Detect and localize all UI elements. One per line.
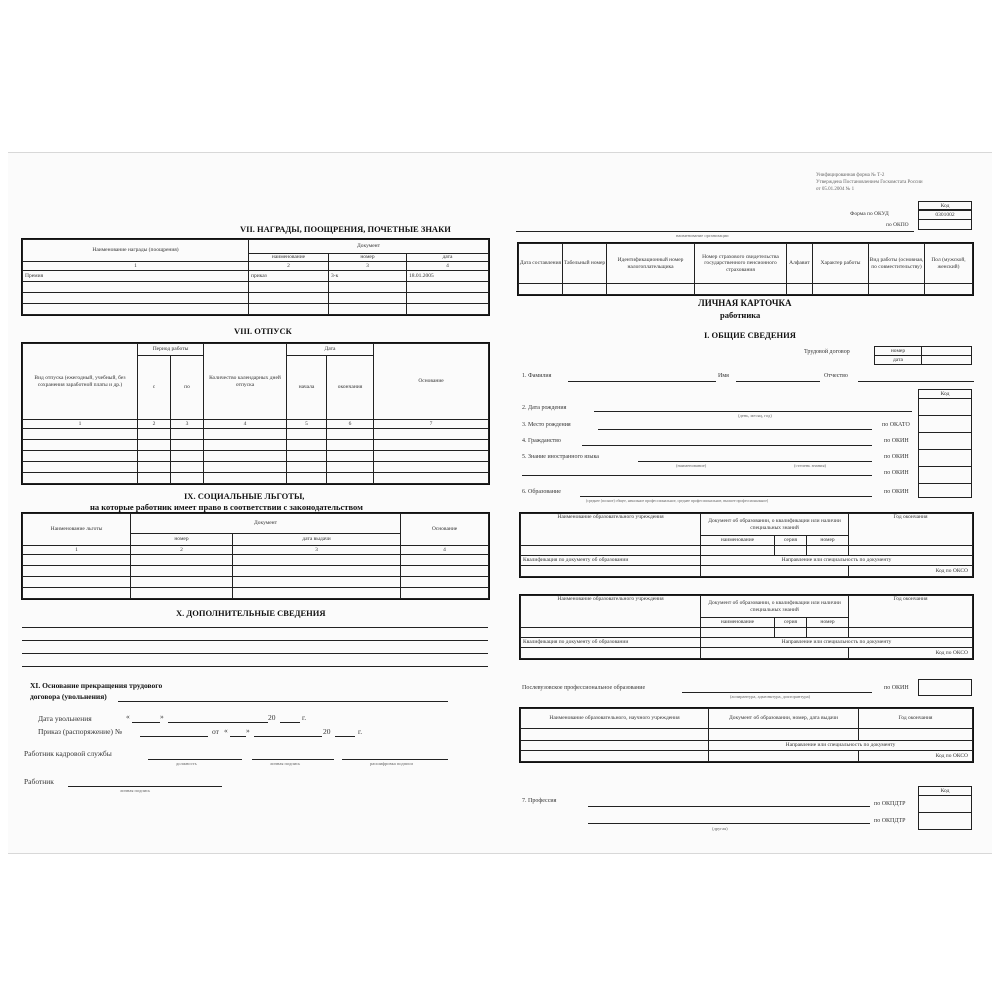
labor-contract-label: Трудовой договор xyxy=(804,349,850,355)
language-line-2 xyxy=(522,475,872,476)
benefits-num: 1 xyxy=(23,546,131,555)
personal-code-header: Код xyxy=(918,389,972,399)
benefits-table xyxy=(22,513,489,599)
pg-okso: Код по ОКСО xyxy=(859,751,973,762)
top-col: Алфавит xyxy=(787,244,813,284)
top-col: Идентификационный номер налогоплательщика xyxy=(607,244,695,284)
birth-date-line xyxy=(594,411,912,412)
decoding-caption: расшифровка подписи xyxy=(370,761,413,766)
edu-okso: Код по ОКСО xyxy=(849,566,973,577)
edu-institution: Наименование образовательного учреждения xyxy=(521,514,701,546)
code-divider xyxy=(918,449,972,450)
order-day-line xyxy=(230,736,246,737)
vacation-col-kind: Вид отпуска (ежегодный, учебный, без сохранения заработной платы и др.) xyxy=(23,344,138,420)
awards-table xyxy=(22,239,489,315)
hr-worker-label: Работник кадровой службы xyxy=(24,749,112,758)
vacation-col-to: по xyxy=(171,356,204,420)
patronymic-label: Отчество xyxy=(824,373,848,379)
name-line xyxy=(736,381,820,382)
name-label: Имя xyxy=(718,373,729,379)
pg-year: Год окончания xyxy=(859,709,973,729)
awards-col-doc-name: наименование xyxy=(249,254,329,262)
awards-col-doc-date: дата xyxy=(407,254,489,262)
citizenship-line xyxy=(582,445,872,446)
lang-caption-name: (наименование) xyxy=(676,463,707,468)
patronymic-line xyxy=(858,381,974,382)
top-table xyxy=(518,243,973,295)
order-year-line xyxy=(335,736,355,737)
vacation-num: 6 xyxy=(327,420,374,429)
org-line xyxy=(516,231,914,232)
postgrad-okin: по ОКИН xyxy=(884,685,909,691)
education-label: 6. Образование xyxy=(522,489,561,495)
quote-close: » xyxy=(160,712,164,721)
edu-year: Год окончания xyxy=(849,596,973,628)
form-line-2: Утверждена Постановлением Госкомстата России xyxy=(816,180,923,185)
benefits-col-name: Наименование льготы xyxy=(23,514,131,546)
edu-series: серия xyxy=(775,618,807,628)
card-subtitle: работника xyxy=(720,310,761,320)
vacation-table xyxy=(22,343,489,484)
postgrad-line xyxy=(682,692,872,693)
benefits-num: 4 xyxy=(401,546,489,555)
okin-label-3: по ОКИН xyxy=(884,470,909,476)
language-label: 5. Знание иностранного языка xyxy=(522,454,599,460)
edu-direction: Направление или специальность по документу xyxy=(701,638,973,648)
top-col: Пол (мужской, женский) xyxy=(925,244,973,284)
year-suffix: г. xyxy=(358,727,363,736)
edu-year: Год окончания xyxy=(849,514,973,546)
vacation-num: 7 xyxy=(374,420,489,429)
vacation-num: 2 xyxy=(138,420,171,429)
okpo-value xyxy=(918,219,972,230)
lc-date-value xyxy=(921,355,972,365)
extra-line xyxy=(22,653,488,654)
benefits-col-basis: Основание xyxy=(401,514,489,546)
dismissal-date-label: Дата увольнения xyxy=(38,714,92,723)
pg-direction: Направление или специальность по документу xyxy=(709,741,973,751)
benefits-col-num: номер xyxy=(131,534,233,546)
top-col: Дата составления xyxy=(519,244,563,284)
benefits-col-date: дата выдачи xyxy=(233,534,401,546)
vacation-col-from: с xyxy=(138,356,171,420)
hr-decoding-line xyxy=(342,759,448,760)
vacation-col-date: Дата xyxy=(287,344,374,356)
edu-number: номер xyxy=(807,536,849,546)
termination-title-1: XI. Основание прекращения трудового xyxy=(30,681,163,690)
employee-signature-line xyxy=(68,786,222,787)
awards-num: 3 xyxy=(329,262,407,271)
vacation-num: 3 xyxy=(171,420,204,429)
vacation-col-period: Период работы xyxy=(138,344,204,356)
edu-okso: Код по ОКСО xyxy=(849,648,973,659)
okin-label-1: по ОКИН xyxy=(884,438,909,444)
lc-date-label: дата xyxy=(874,355,922,365)
profession-line-2 xyxy=(588,823,870,824)
awards-num: 1 xyxy=(23,262,249,271)
vacation-num: 4 xyxy=(204,420,287,429)
edu-qualification: Квалификация по документу об образовании xyxy=(521,556,701,566)
vacation-num: 1 xyxy=(23,420,138,429)
profession-code-1 xyxy=(918,795,972,813)
vacation-title: VIII. ОТПУСК xyxy=(234,326,292,336)
top-col: Характер работы xyxy=(813,244,869,284)
edu-qualification: Квалификация по документу об образовании xyxy=(521,638,701,648)
year-prefix: 20 xyxy=(268,713,276,722)
vacation-num: 5 xyxy=(287,420,327,429)
order-label: Приказ (распоряжение) № xyxy=(38,727,123,736)
benefits-col-doc: Документ xyxy=(131,514,401,534)
okato-label: по ОКАТО xyxy=(882,422,910,428)
vacation-col-end: окончания xyxy=(327,356,374,420)
awards-col-doc: Документ xyxy=(249,240,489,254)
education-line xyxy=(580,496,872,497)
okin-label-4: по ОКИН xyxy=(884,489,909,495)
extra-line xyxy=(22,627,488,628)
okpdtr-label-1: по ОКПДТР xyxy=(874,801,906,807)
hr-signature-line xyxy=(252,759,334,760)
awards-row-name: Премия xyxy=(23,271,249,282)
order-number-line xyxy=(140,736,208,737)
quote-close: » xyxy=(246,726,250,735)
extra-title: X. ДОПОЛНИТЕЛЬНЫЕ СВЕДЕНИЯ xyxy=(176,608,326,618)
code-divider xyxy=(918,432,972,433)
edu-direction: Направление или специальность по документу xyxy=(701,556,973,566)
awards-row-date: 18.01.2005 xyxy=(407,271,489,282)
code-divider xyxy=(918,415,972,416)
postgrad-label: Послевузовское профессиональное образование xyxy=(522,685,646,691)
surname-line xyxy=(568,381,716,382)
order-month-line xyxy=(254,736,322,737)
vacation-col-basis: Основание xyxy=(374,344,489,420)
benefits-subtitle: на которые работник имеет право в соответствии с законодательством xyxy=(90,502,363,512)
edu-institution: Наименование образовательного учреждения xyxy=(521,596,701,628)
form-sheet xyxy=(8,152,992,854)
day-line xyxy=(132,722,160,723)
postgrad-caption: (аспирантура, адъюнктура, докторантура) xyxy=(730,694,811,699)
edu-number: номер xyxy=(807,618,849,628)
form-line-1: Унифицированная форма № Т-2 xyxy=(816,173,885,178)
lc-number-label: номер xyxy=(874,346,922,356)
year-suffix: г. xyxy=(302,713,307,722)
year-prefix: 20 xyxy=(323,727,331,736)
order-from: от xyxy=(212,727,219,736)
awards-num: 2 xyxy=(249,262,329,271)
language-line xyxy=(638,461,872,462)
quote-open: « xyxy=(224,726,228,735)
awards-row-doc: приказ xyxy=(249,271,329,282)
okud-label: Форма по ОКУД xyxy=(850,211,889,217)
card-title: ЛИЧНАЯ КАРТОЧКА xyxy=(698,298,792,308)
top-col: Номер страхового свидетельства государственного пенсионного страхования xyxy=(695,244,787,284)
birth-caption: (день, месяц, год) xyxy=(738,413,772,418)
edu-doc: Документ об образовании, о квалификации или наличии специальных знаний xyxy=(701,596,849,618)
lang-caption-level: (степень знания) xyxy=(794,463,827,468)
surname-label: 1. Фамилия xyxy=(522,373,552,379)
employee-label: Работник xyxy=(24,777,54,786)
code-divider xyxy=(918,466,972,467)
top-col: Табельный номер xyxy=(563,244,607,284)
pg-doc: Документ об образовании, номер, дата выдачи xyxy=(709,709,859,729)
citizenship-label: 4. Гражданство xyxy=(522,438,561,444)
okin-label-2: по ОКИН xyxy=(884,454,909,460)
top-col: Вид работы (основная, по совместительству) xyxy=(869,244,925,284)
section-general: I. ОБЩИЕ СВЕДЕНИЯ xyxy=(704,330,796,340)
education-caption: (среднее (полное) общее, начальное профессиональное, среднее профессиональное, высшее профессиональное) xyxy=(586,499,769,503)
extra-line xyxy=(22,640,488,641)
awards-col-doc-num: номер xyxy=(329,254,407,262)
birth-place-line xyxy=(598,429,872,430)
edu-doc: Документ об образовании, о квалификации или наличии специальных знаний xyxy=(701,514,849,536)
okpo-label: по ОКПО xyxy=(886,222,909,228)
vacation-col-start: начала xyxy=(287,356,327,420)
benefits-title: IX. СОЦИАЛЬНЫЕ ЛЬГОТЫ, xyxy=(184,491,305,501)
pg-institution: Наименование образовательного, научного учреждения xyxy=(521,709,709,729)
profession-code-2 xyxy=(918,812,972,830)
profession-label: 7. Профессия xyxy=(522,798,557,804)
okpdtr-label-2: по ОКПДТР xyxy=(874,818,906,824)
awards-col-name: Наименование награды (поощрения) xyxy=(23,240,249,262)
termination-title-2: договора (увольнения) xyxy=(30,692,107,701)
profession-code-header: Код xyxy=(918,786,972,796)
education-table-2 xyxy=(520,595,973,659)
quote-open: « xyxy=(126,712,130,721)
code-header: Код xyxy=(918,201,972,210)
edu-doc-name: наименование xyxy=(701,618,775,628)
profession-line xyxy=(588,806,870,807)
awards-title: VII. НАГРАДЫ, ПООЩРЕНИЯ, ПОЧЕТНЫЕ ЗНАКИ xyxy=(240,224,451,234)
postgrad-okin-box xyxy=(918,679,972,696)
awards-num: 4 xyxy=(407,262,489,271)
awards-row-num: 3-к xyxy=(329,271,407,282)
org-caption: наименование организации xyxy=(676,233,729,238)
signature-caption: личная подпись xyxy=(270,761,301,766)
form-line-3: от 05.01.2004 № 1 xyxy=(816,187,855,192)
edu-series: серия xyxy=(775,536,807,546)
education-table-1 xyxy=(520,513,973,577)
extra-line xyxy=(22,666,488,667)
code-divider xyxy=(918,483,972,484)
postgrad-table xyxy=(520,708,973,762)
position-caption: должность xyxy=(176,761,197,766)
vacation-col-days: Количество календарных дней отпуска xyxy=(204,344,287,420)
termination-line xyxy=(118,701,448,702)
edu-doc-name: наименование xyxy=(701,536,775,546)
hr-position-line xyxy=(148,759,242,760)
profession-caption: (другая) xyxy=(712,826,728,831)
benefits-num: 3 xyxy=(233,546,401,555)
birth-date-label: 2. Дата рождения xyxy=(522,405,567,411)
employee-signature-caption: личная подпись xyxy=(120,788,151,793)
birth-place-label: 3. Место рождения xyxy=(522,422,571,428)
okud-value: 0301002 xyxy=(918,210,972,220)
benefits-num: 2 xyxy=(131,546,233,555)
month-line xyxy=(168,722,268,723)
year-line xyxy=(280,722,300,723)
